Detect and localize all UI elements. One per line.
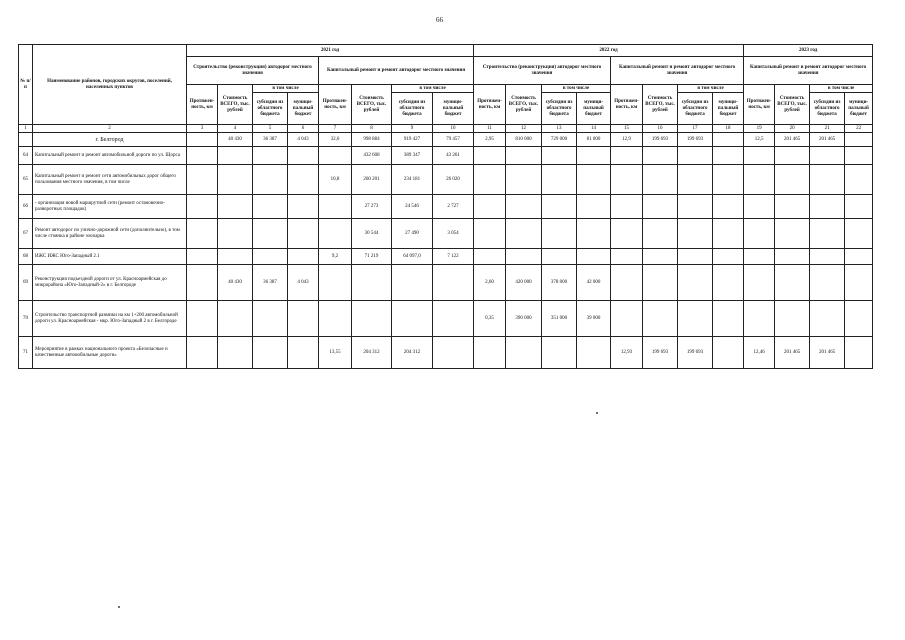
header-group-2022-repair: Капитальный ремонт и ремонт автодорог местного значения [611, 57, 744, 85]
table-cell: 12,9 [611, 133, 643, 147]
table-cell: 0,35 [474, 301, 506, 337]
header-group-2023-repair: Капитальный ремонт и ремонт автодорог местного значения [744, 57, 873, 85]
table-cell [611, 147, 643, 165]
table-cell [744, 147, 775, 165]
table-cell [187, 265, 218, 301]
table-cell [218, 337, 253, 369]
table-cell: 9,2 [319, 249, 352, 265]
table-cell [542, 337, 577, 369]
table-cell [643, 301, 678, 337]
row-number: 70 [19, 301, 33, 337]
column-number: 17 [678, 125, 713, 133]
header-subsidy: субсидии из областного бюджета [392, 93, 433, 125]
header-length: Протяжен-ность, км [611, 85, 643, 125]
table-cell [678, 195, 713, 219]
table-cell [319, 301, 352, 337]
table-cell [187, 133, 218, 147]
table-cell [474, 195, 506, 219]
table-cell: 27 490 [392, 219, 433, 249]
table-cell: 234 181 [392, 165, 433, 195]
row-name: г. Белгород [33, 133, 187, 147]
column-number: 13 [542, 125, 577, 133]
table-cell: 4 043 [288, 133, 319, 147]
table-cell: 36 387 [253, 133, 288, 147]
table-cell [744, 301, 775, 337]
table-cell: 201 465 [775, 133, 810, 147]
table-cell [845, 147, 873, 165]
table-cell: 199 693 [643, 133, 678, 147]
table-cell: 201 465 [810, 133, 845, 147]
table-cell: 81 000 [577, 133, 611, 147]
table-cell [474, 249, 506, 265]
table-cell [187, 165, 218, 195]
table-cell [319, 195, 352, 219]
table-row [19, 165, 873, 195]
table-body [19, 133, 873, 369]
table-cell [288, 301, 319, 337]
table-cell [611, 165, 643, 195]
header-municipal: муници-пальный бюджет [577, 93, 611, 125]
table-cell: 36 387 [253, 265, 288, 301]
row-name: ИЖС ИЖС Юго-Западный 2.1 [33, 249, 187, 265]
table-cell: 71 219 [352, 249, 392, 265]
header-no: № п/п [19, 45, 33, 125]
table-cell [288, 165, 319, 195]
table-cell [810, 249, 845, 265]
table-cell [611, 265, 643, 301]
table-cell: 26 020 [433, 165, 474, 195]
table-cell: 12,46 [744, 337, 775, 369]
table-cell [713, 219, 744, 249]
table-cell [218, 147, 253, 165]
table-cell [253, 249, 288, 265]
row-number: 65 [19, 165, 33, 195]
column-number: 21 [810, 125, 845, 133]
table-cell [187, 147, 218, 165]
header-length: Протяжен-ность, км [474, 85, 506, 125]
table-cell [775, 147, 810, 165]
header-subsidy: субсидии из областного бюджета [542, 93, 577, 125]
table-cell [542, 219, 577, 249]
table-cell [288, 147, 319, 165]
table-cell: 201 465 [775, 337, 810, 369]
table-row [19, 249, 873, 265]
table-cell [611, 219, 643, 249]
table-cell [744, 265, 775, 301]
table-cell [577, 337, 611, 369]
table-cell [253, 147, 288, 165]
table-cell [506, 147, 542, 165]
table-cell [253, 337, 288, 369]
column-number: 16 [643, 125, 678, 133]
header-group-2022-construction: Строительство (реконструкция) автодорог местного значения [474, 57, 611, 85]
table-cell: 204 312 [352, 337, 392, 369]
table-cell [643, 165, 678, 195]
table-row [19, 265, 873, 301]
column-number: 9 [392, 125, 433, 133]
table-cell [775, 165, 810, 195]
table-cell: 199 693 [678, 133, 713, 147]
table-cell [474, 219, 506, 249]
row-name: Капитальный ремонт и ремонт сети автомобильных дорог общего пользования местного значения, в том числе [33, 165, 187, 195]
column-number: 1 [19, 125, 33, 133]
table-cell [187, 337, 218, 369]
table-cell [392, 265, 433, 301]
table-cell [218, 165, 253, 195]
column-number: 22 [845, 125, 873, 133]
table-cell: 432 608 [352, 147, 392, 165]
table-cell [775, 249, 810, 265]
table-cell: 12,93 [611, 337, 643, 369]
table-cell [218, 249, 253, 265]
row-name: - организация новой маршрутной сети (ремонт остановочно-разворотных площадок) [33, 195, 187, 219]
column-number: 18 [713, 125, 744, 133]
header-subsidy: субсидии из областного бюджета [678, 93, 713, 125]
header-cost: Стоимость ВСЕГО, тыс. рублей [775, 85, 810, 125]
table-cell [775, 265, 810, 301]
table-cell [713, 133, 744, 147]
column-number: 20 [775, 125, 810, 133]
column-number: 8 [352, 125, 392, 133]
column-number: 6 [288, 125, 319, 133]
header-incl: в том числе [542, 85, 611, 93]
row-number: 69 [19, 265, 33, 301]
table-cell: 201 465 [810, 337, 845, 369]
table-cell [352, 265, 392, 301]
row-name: Строительство транспортной развязки на км 1+200 автомобильной дороги ул. Красноармейская - мкр. Юго-Западный 2 в г. Белгороде [33, 301, 187, 337]
column-number: 11 [474, 125, 506, 133]
scan-speck [596, 412, 598, 414]
table-cell [611, 301, 643, 337]
table-cell [713, 165, 744, 195]
table-row [19, 133, 873, 147]
row-number: 68 [19, 249, 33, 265]
table-row [19, 219, 873, 249]
table-cell: 919 427 [392, 133, 433, 147]
table-cell [678, 147, 713, 165]
header-subsidy: субсидии из областного бюджета [253, 93, 288, 125]
table-cell [845, 219, 873, 249]
table-cell [542, 165, 577, 195]
table-row [19, 195, 873, 219]
table-cell: 27 273 [352, 195, 392, 219]
table-cell [845, 265, 873, 301]
table-cell [253, 219, 288, 249]
table-cell: 260 201 [352, 165, 392, 195]
table-cell: 12,5 [744, 133, 775, 147]
table-cell [713, 249, 744, 265]
table-cell [433, 301, 474, 337]
table-cell: 10,8 [319, 165, 352, 195]
header-municipal: муници-пальный бюджет [845, 93, 873, 125]
table-row [19, 337, 873, 369]
table-row [19, 301, 873, 337]
table-cell [253, 301, 288, 337]
table-cell [744, 195, 775, 219]
table-cell: 2,60 [474, 265, 506, 301]
header-year-2023: 2023 год [744, 45, 873, 57]
row-number: 64 [19, 147, 33, 165]
table-cell: 42 000 [577, 265, 611, 301]
table-cell [810, 265, 845, 301]
table-cell [810, 301, 845, 337]
table-cell [643, 195, 678, 219]
table-cell [643, 147, 678, 165]
table-cell [288, 337, 319, 369]
table-cell [744, 165, 775, 195]
table-cell [845, 133, 873, 147]
table-cell [577, 195, 611, 219]
road-works-table [18, 44, 873, 369]
table-cell: 24 546 [392, 195, 433, 219]
table-cell [433, 337, 474, 369]
table-cell: 43 261 [433, 147, 474, 165]
table-cell [713, 195, 744, 219]
table-cell [577, 249, 611, 265]
header-subsidy: субсидии из областного бюджета [810, 93, 845, 125]
column-number: 7 [319, 125, 352, 133]
table-cell [542, 147, 577, 165]
table-cell [319, 147, 352, 165]
table-cell: 998 884 [352, 133, 392, 147]
table-cell: 390 000 [506, 301, 542, 337]
table-cell: 2,95 [474, 133, 506, 147]
table-cell [678, 265, 713, 301]
table-cell [319, 265, 352, 301]
table-cell [678, 219, 713, 249]
header-cost: Стоимость ВСЕГО, тыс. рублей [218, 85, 253, 125]
table-cell [187, 249, 218, 265]
table-cell [810, 147, 845, 165]
table-cell [678, 301, 713, 337]
table-cell [542, 195, 577, 219]
table-cell [474, 337, 506, 369]
table-cell: 378 000 [542, 265, 577, 301]
table-cell [775, 195, 810, 219]
table-cell: 79 457 [433, 133, 474, 147]
table-cell [474, 147, 506, 165]
table-cell: 13,55 [319, 337, 352, 369]
table-cell [845, 337, 873, 369]
header-incl: в том числе [678, 85, 744, 93]
table-cell [187, 219, 218, 249]
header-year-2022: 2022 год [474, 45, 744, 57]
table-cell: 40 430 [218, 265, 253, 301]
row-number: 66 [19, 195, 33, 219]
table-cell [713, 265, 744, 301]
table-cell [611, 249, 643, 265]
table-cell [845, 249, 873, 265]
column-number: 10 [433, 125, 474, 133]
table-cell: 32,6 [319, 133, 352, 147]
table-cell [474, 165, 506, 195]
table-cell [845, 165, 873, 195]
table-cell [506, 249, 542, 265]
table-cell [319, 219, 352, 249]
table-cell [392, 301, 433, 337]
column-number: 12 [506, 125, 542, 133]
table-cell: 351 000 [542, 301, 577, 337]
header-length: Протяжен-ность, км [319, 85, 352, 125]
table-cell [288, 195, 319, 219]
table-cell [810, 219, 845, 249]
table-cell [744, 219, 775, 249]
table-cell: 729 000 [542, 133, 577, 147]
table-cell [506, 219, 542, 249]
header-municipal: муници-пальный бюджет [288, 93, 319, 125]
row-name: Капитальный ремонт и ремонт автомобильной дороги по ул. Щорса [33, 147, 187, 165]
table-cell: 199 693 [643, 337, 678, 369]
table-cell: 40 430 [218, 133, 253, 147]
column-number: 15 [611, 125, 643, 133]
table-cell [253, 195, 288, 219]
column-number: 2 [33, 125, 187, 133]
table-cell [643, 219, 678, 249]
table-cell [643, 249, 678, 265]
table-cell: 39 000 [577, 301, 611, 337]
column-number: 19 [744, 125, 775, 133]
row-number [19, 133, 33, 147]
scan-speck [118, 606, 120, 608]
table-cell [187, 195, 218, 219]
table-cell [218, 219, 253, 249]
column-number: 5 [253, 125, 288, 133]
table-cell: 7 122 [433, 249, 474, 265]
table-cell [542, 249, 577, 265]
table-cell [218, 195, 253, 219]
table-cell [775, 301, 810, 337]
table-cell [713, 337, 744, 369]
column-number-row [19, 125, 873, 133]
table-cell: 2 727 [433, 195, 474, 219]
table-cell [713, 147, 744, 165]
header-incl: в том числе [810, 85, 873, 93]
table-cell: 389 347 [392, 147, 433, 165]
table-cell [810, 165, 845, 195]
table-cell: 64 097,0 [392, 249, 433, 265]
header-municipal: муници-пальный бюджет [713, 93, 744, 125]
table-cell: 204 312 [392, 337, 433, 369]
table-cell: 810 000 [506, 133, 542, 147]
table-cell [218, 301, 253, 337]
table-cell [506, 337, 542, 369]
table-cell [810, 195, 845, 219]
header-length: Протяжен-ность, км [187, 85, 218, 125]
header-group-2021-repair: Капитальный ремонт и ремонт автодорог местного значения [319, 57, 474, 85]
table-cell [187, 301, 218, 337]
table-cell [433, 265, 474, 301]
table-row [19, 147, 873, 165]
table-cell [577, 219, 611, 249]
table-cell [506, 165, 542, 195]
table-cell: 3 054 [433, 219, 474, 249]
header-municipal: муници-пальный бюджет [433, 93, 474, 125]
table-cell [845, 301, 873, 337]
row-number: 71 [19, 337, 33, 369]
column-number: 14 [577, 125, 611, 133]
header-cost: Стоимость ВСЕГО, тыс. рублей [352, 85, 392, 125]
table-cell [577, 165, 611, 195]
table-cell [678, 249, 713, 265]
table-cell: 4 043 [288, 265, 319, 301]
table-cell [611, 195, 643, 219]
table-cell [643, 265, 678, 301]
table-cell [253, 165, 288, 195]
page-number: 66 [436, 16, 443, 24]
header-year-2021: 2021 год [187, 45, 474, 57]
table-cell [678, 165, 713, 195]
table-cell [288, 219, 319, 249]
header-length: Протяжен-ность, км [744, 85, 775, 125]
header-cost: Стоимость ВСЕГО, тыс. рублей [506, 85, 542, 125]
table-cell [775, 219, 810, 249]
table-cell: 30 544 [352, 219, 392, 249]
row-name: Ремонт автодорог по улично-дорожной сети (дополнительно), в том числе стоянка в районе зоопарка [33, 219, 187, 249]
row-name: Реконструкция подъездной дороги от ул. Красноармейская до микрорайона «Юго-Западный-2» в г. Белгороде [33, 265, 187, 301]
header-group-2021-construction: Строительство (реконструкция) автодорог местного значения [187, 57, 319, 85]
header-incl: в том числе [253, 85, 319, 93]
table-cell [577, 147, 611, 165]
table-cell [506, 195, 542, 219]
row-number: 67 [19, 219, 33, 249]
header-cost: Стоимость ВСЕГО, тыс. рублей [643, 85, 678, 125]
table-cell: 199 693 [678, 337, 713, 369]
table-cell: 420 000 [506, 265, 542, 301]
table-cell [713, 301, 744, 337]
table-cell [352, 301, 392, 337]
row-name: Мероприятие в рамках национального проекта «Безопасные и качественные автомобильные дороги» [33, 337, 187, 369]
column-number: 4 [218, 125, 253, 133]
table-cell [845, 195, 873, 219]
table-cell [744, 249, 775, 265]
header-name: Наименование районов, городских округов, поселений, населенных пунктов [33, 45, 187, 125]
column-number: 3 [187, 125, 218, 133]
table-cell [288, 249, 319, 265]
header-incl: в том числе [392, 85, 474, 93]
